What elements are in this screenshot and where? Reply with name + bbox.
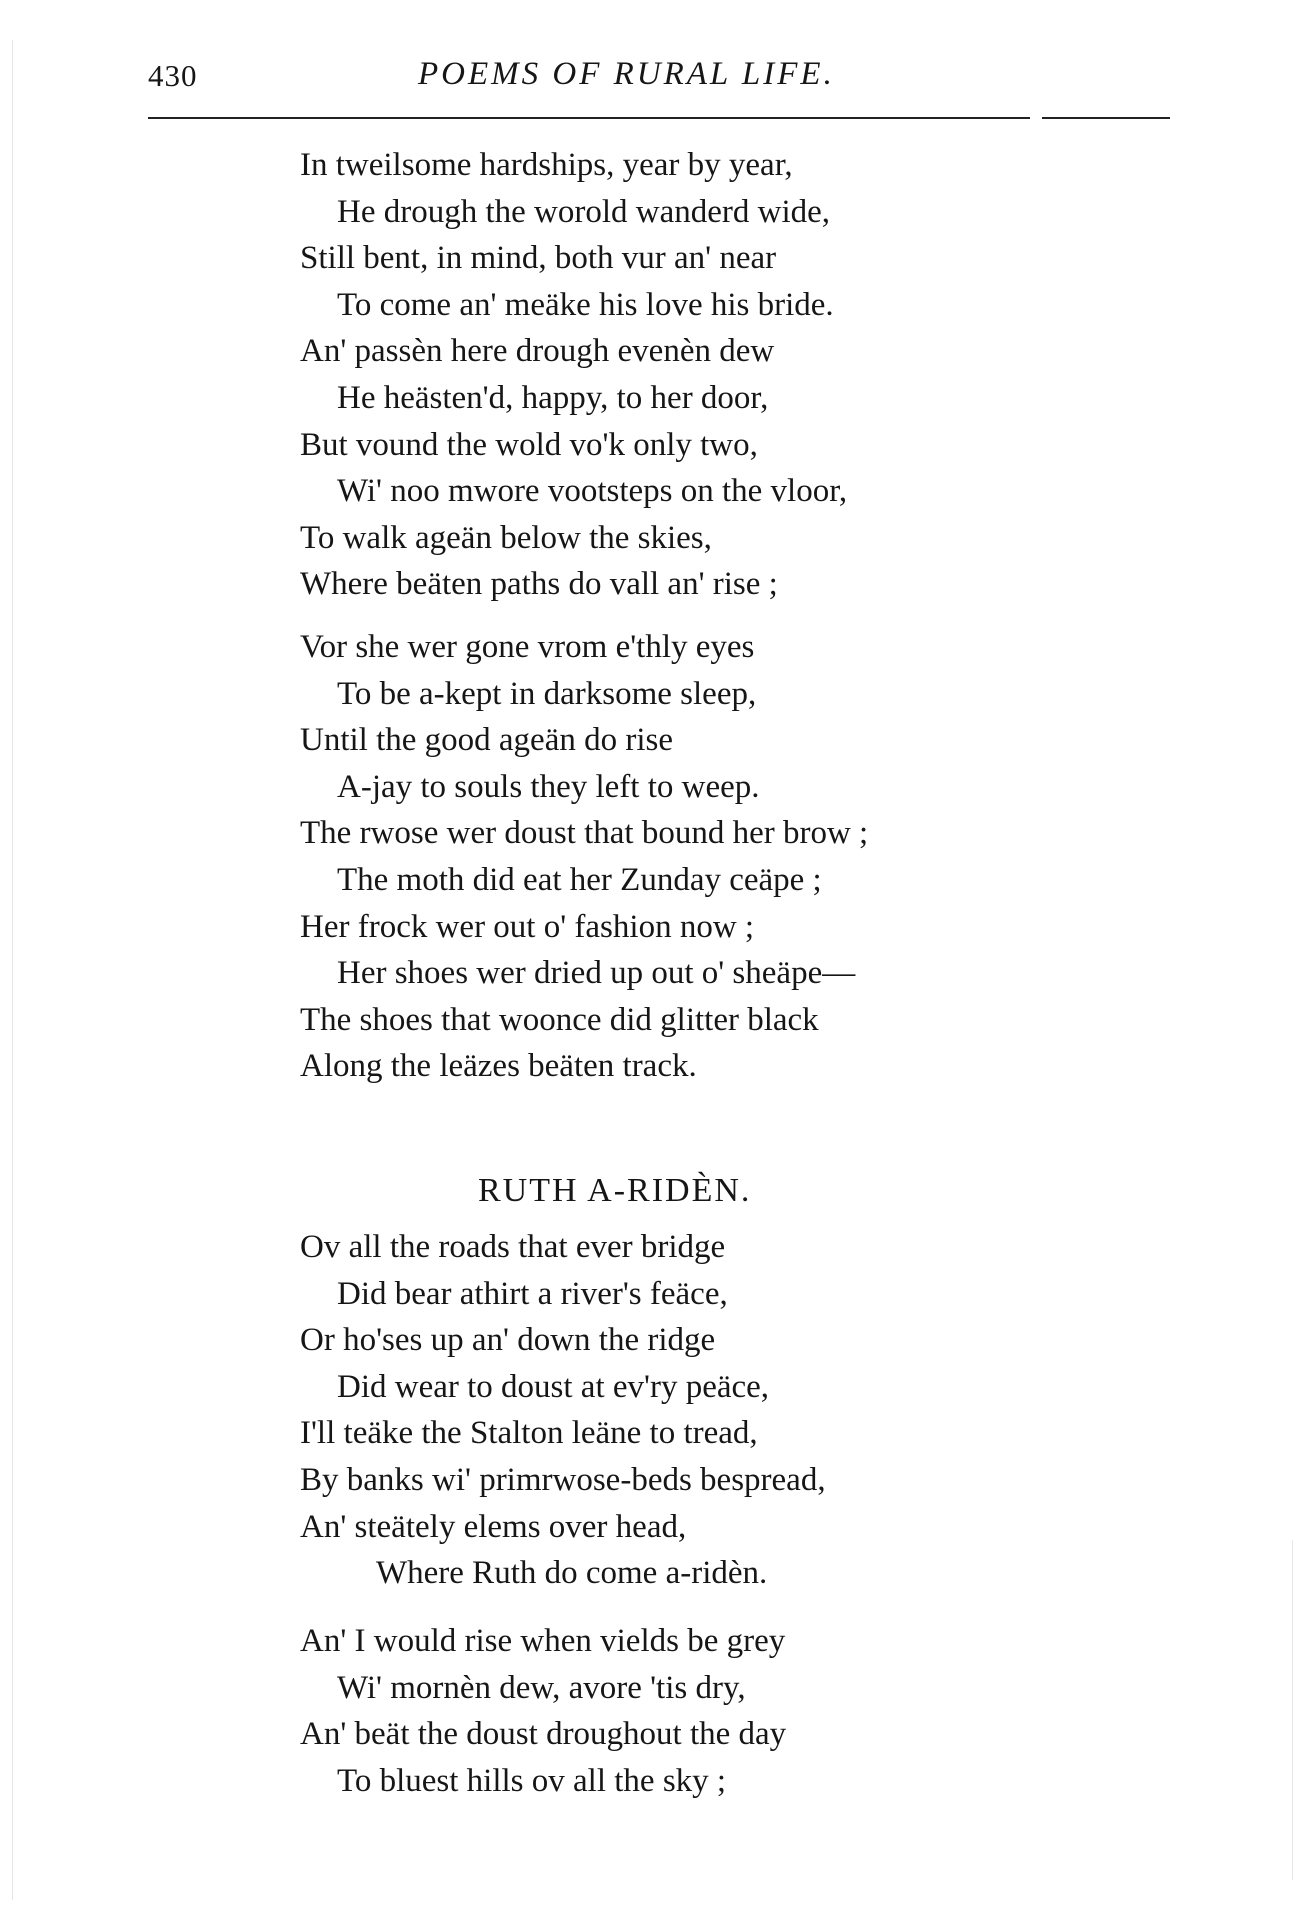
verse-line: Until the good ageän do rise	[300, 722, 673, 759]
verse-line: The rwose wer doust that bound her brow ;	[300, 815, 869, 852]
poem-title: RUTH A-RIDÈN.	[478, 1172, 752, 1209]
verse-line: Vor she wer gone vrom e'thly eyes	[300, 629, 755, 665]
verse-line: To come an' meäke his love his bride.	[337, 286, 834, 323]
verse-line: Did wear to doust at ev'ry peäce,	[337, 1368, 770, 1405]
verse-line: Wi' mornèn dew, avore 'tis dry,	[337, 1669, 746, 1706]
verse-line: Where beäten paths do vall an' rise ;	[300, 566, 778, 603]
verse-line: An' beät the doust droughout the day	[300, 1716, 787, 1753]
verse-line: He heästen'd, happy, to her door,	[337, 379, 769, 416]
verse-line: The moth did eat her Zunday ceäpe ;	[337, 861, 822, 898]
verse-line: Ov all the roads that ever bridge	[300, 1229, 726, 1265]
running-title: POEMS OF RURAL LIFE.	[418, 56, 835, 92]
verse-line: Still bent, in mind, both vur an' near	[300, 240, 777, 277]
verse-line: Or ho'ses up an' down the ridge	[300, 1322, 716, 1359]
scan-edge-mark-right	[1292, 1540, 1293, 1880]
stanza-1	[300, 142, 847, 608]
verse-line: He drough the worold wanderd wide,	[337, 193, 831, 230]
verse-line: Did bear athirt a river's feäce,	[337, 1275, 728, 1312]
verse-line: Where Ruth do come a-ridèn.	[376, 1555, 768, 1592]
page-number: 430	[148, 58, 198, 93]
verse-line: An' steätely elems over head,	[300, 1508, 687, 1545]
verse-line: Her frock wer out o' fashion now ;	[300, 908, 755, 945]
verse-line: By banks wi' primrwose-beds bespread,	[300, 1461, 826, 1498]
header-rule	[148, 117, 1030, 119]
verse-line: In tweilsome hardships, year by year,	[300, 147, 793, 183]
verse-line: But vound the wold vo'k only two,	[300, 426, 758, 463]
page-header	[148, 58, 1168, 108]
scan-edge-mark-left	[12, 40, 13, 1900]
verse-line: Along the leäzes beäten track.	[300, 1048, 697, 1085]
header-rule-tail	[1042, 117, 1170, 119]
verse-line: A-jay to souls they left to weep.	[337, 768, 760, 805]
verse-line: The shoes that woonce did glitter black	[300, 1001, 819, 1038]
stanza-2	[300, 624, 868, 1090]
stanza-3	[300, 1224, 826, 1597]
verse-line: To be a-kept in darksome sleep,	[337, 675, 757, 712]
verse-line: Her shoes wer dried up out o' sheäpe—	[337, 955, 856, 992]
verse-line: To walk ageän below the skies,	[300, 519, 712, 556]
verse-line: Wi' noo mwore vootsteps on the vloor,	[337, 473, 848, 510]
verse-line: An' passèn here drough evenèn dew	[300, 333, 775, 370]
verse-line: An' I would rise when vields be grey	[300, 1623, 786, 1659]
verse-line: I'll teäke the Stalton leäne to tread,	[300, 1415, 758, 1452]
verse-line: To bluest hills ov all the sky ;	[337, 1762, 727, 1799]
stanza-4	[300, 1618, 786, 1804]
